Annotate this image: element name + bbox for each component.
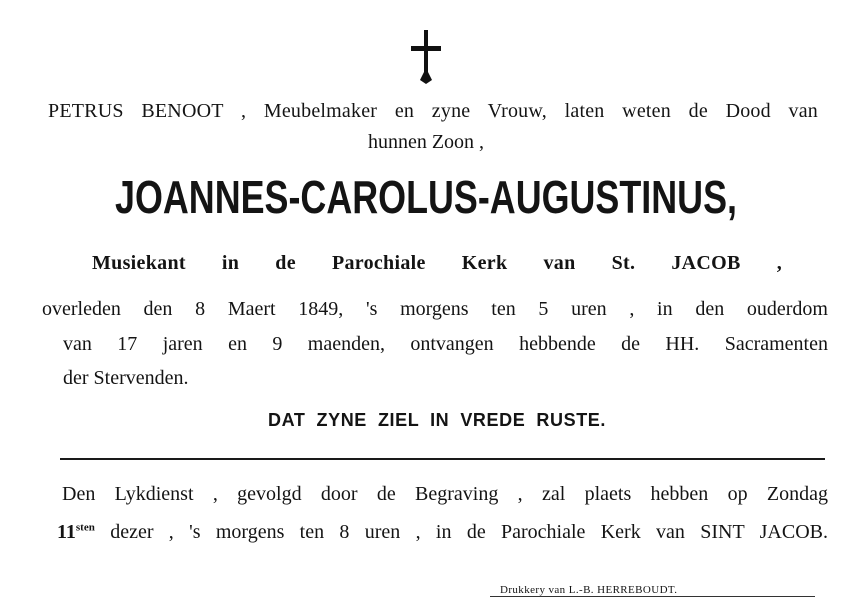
prayer-line: DAT ZYNE ZIEL IN VREDE RUSTE.	[268, 410, 606, 430]
service-date-suffix: sten	[75, 521, 95, 534]
death-line-3: der Stervenden.	[63, 367, 189, 389]
deceased-title: Musiekant in de Parochiale Kerk van St. JACOB ,	[92, 252, 782, 274]
cross-icon	[0, 28, 852, 91]
service-date: 11	[57, 521, 76, 543]
printer-rule	[490, 596, 815, 597]
death-line-1: overleden den 8 Maert 1849, 's morgens ten 5 uren , in den ouderdom	[42, 298, 828, 320]
service-day: Zondag	[766, 483, 829, 505]
service-line-2-text: dezer , 's morgens ten 8 uren , in de Parochiale Kerk van SINT JACOB.	[110, 521, 828, 543]
deceased-name: JOANNES-CAROLUS-AUGUSTINUS,	[115, 171, 737, 223]
announcement-line-1: PETRUS BENOOT , Meubelmaker en zyne Vrouw, laten weten de Dood van	[48, 100, 818, 122]
announcement-line-2: hunnen Zoon ,	[367, 131, 485, 153]
death-line-2: van 17 jaren en 9 maenden, ontvangen hebbende de HH. Sacramenten	[63, 333, 828, 355]
divider-rule	[60, 458, 825, 460]
service-line-1-text: Den Lykdienst , gevolgd door de Begraving , zal plaets hebben op	[62, 483, 748, 505]
printer-credit: Drukkery van L.-B. HERREBOUDT.	[500, 584, 678, 596]
service-line-2	[57, 521, 828, 544]
service-line-1	[62, 483, 828, 506]
